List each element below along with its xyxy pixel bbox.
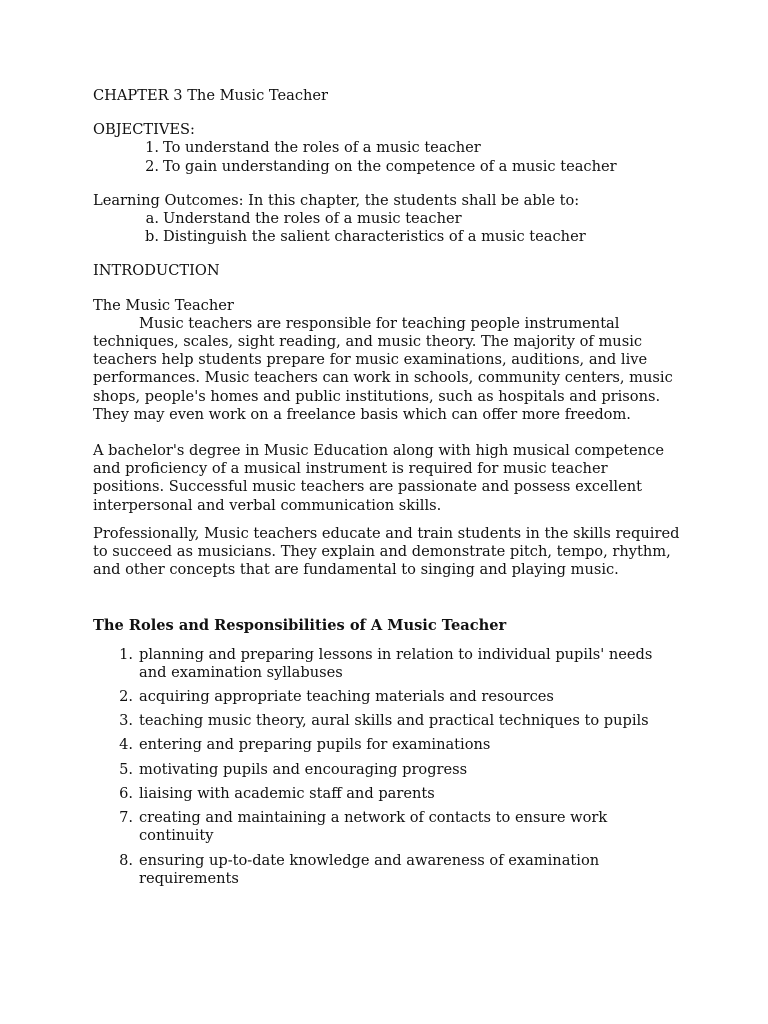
outcome-item [93,210,693,228]
outcome-item [93,228,693,246]
role-text: teaching music theory, aural skills and practical techniques to pupils [139,712,649,730]
introduction-paragraph-2: A bachelor's degree in Music Education along with high musical competence and proficiency of a musical instrument is required for music teacher positions. Successful music teachers are passionate and possess excellent interpersonal and verbal communication skills. [93,442,664,514]
outcome-text: Distinguish the salient characteristics of a music teacher [163,228,586,246]
objective-text: To gain understanding on the competence of a music teacher [163,157,617,175]
role-item [93,809,659,845]
role-marker: 6. [119,784,133,802]
introduction-subheading: The Music Teacher [93,296,234,314]
role-item [93,688,659,706]
role-item [93,785,659,803]
role-marker: 4. [119,736,133,754]
introduction-paragraph-1-text: Music teachers are responsible for teaching people instrumental techniques, scales, sight reading, and music theory. The majority of music teachers help students prepare for music examinations, auditions, and live performances. Music teachers can work in schools, community centers, music shops, people's homes and public institutions, such as hospitals and prisons. They may even work on a freelance basis which can offer more freedom. [93,314,673,423]
introduction-paragraph-1 [93,315,683,424]
role-marker: 2. [119,688,133,706]
objective-marker: 2. [145,157,159,175]
role-item [93,646,659,682]
objective-text: To understand the roles of a music teacher [163,139,481,157]
outcome-marker: b. [145,228,159,246]
objectives-list [93,139,693,175]
document-page [93,87,693,894]
learning-outcomes-heading: Learning Outcomes: In this chapter, the students shall be able to: [93,191,580,209]
role-item [93,712,659,730]
role-marker: 7. [119,809,133,827]
objective-marker: 1. [145,139,159,157]
introduction-paragraph-3: Professionally, Music teachers educate and train students in the skills required to succeed as musicians. They explain and demonstrate pitch, tempo, rhythm, and other concepts that are fundamental to singing and playing music. [93,524,680,579]
role-text: motivating pupils and encouraging progress [139,760,468,778]
roles-heading: The Roles and Responsibilities of A Music Teacher [93,617,507,635]
role-marker: 1. [119,645,133,663]
chapter-title: CHAPTER 3 The Music Teacher [93,87,329,104]
role-marker: 3. [119,712,133,730]
role-text: planning and preparing lessons in relation to individual pupils' needs and examination syllabuses [139,645,653,681]
role-text: creating and maintaining a network of contacts to ensure work continuity [139,809,608,845]
introduction-heading: INTRODUCTION [93,262,220,280]
objectives-heading: OBJECTIVES: [93,121,195,139]
role-text: acquiring appropriate teaching materials and resources [139,688,554,706]
role-marker: 8. [119,851,133,869]
role-item [93,761,659,779]
roles-list [93,646,693,888]
role-text: entering and preparing pupils for examinations [139,736,491,754]
role-item [93,736,659,754]
role-item [93,852,659,888]
role-text: ensuring up-to-date knowledge and awareness of examination requirements [139,851,600,887]
outcome-text: Understand the roles of a music teacher [163,210,462,228]
objective-item [93,158,693,176]
role-marker: 5. [119,760,133,778]
learning-outcomes-list [93,210,693,246]
outcome-marker: a. [145,210,159,228]
role-text: liaising with academic staff and parents [139,784,435,802]
objective-item [93,139,693,157]
